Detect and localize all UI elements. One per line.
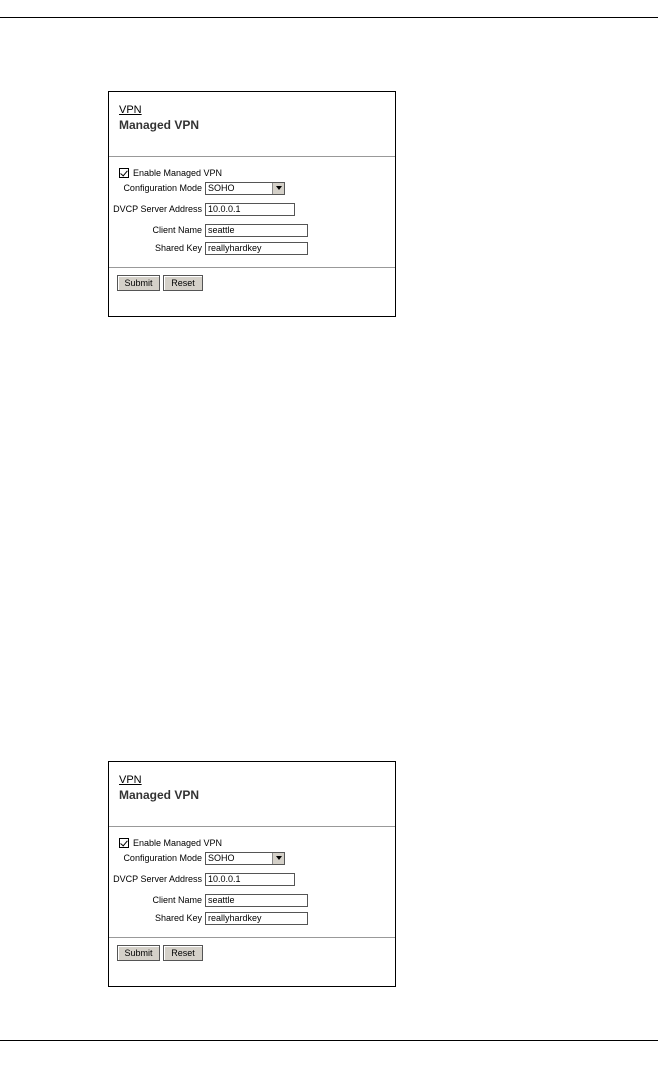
submit-button[interactable]: Submit	[117, 945, 160, 961]
enable-managed-vpn-checkbox[interactable]	[119, 168, 129, 178]
chevron-down-icon[interactable]	[272, 853, 284, 864]
enable-managed-vpn-checkbox[interactable]	[119, 838, 129, 848]
enable-managed-vpn-row	[119, 838, 222, 848]
server-address-row	[109, 202, 295, 216]
config-mode-row	[109, 851, 285, 865]
client-name-input[interactable]: seattle	[205, 224, 308, 237]
managed-vpn-panel-1	[108, 91, 396, 317]
reset-button[interactable]: Reset	[163, 275, 203, 291]
breadcrumb-vpn-link[interactable]: VPN	[119, 104, 142, 116]
server-address-row	[109, 872, 295, 886]
divider	[109, 937, 395, 938]
shared-key-row	[109, 911, 308, 925]
config-mode-select[interactable]	[205, 182, 285, 195]
enable-managed-vpn-row	[119, 168, 222, 178]
enable-managed-vpn-label: Enable Managed VPN	[133, 168, 223, 178]
shared-key-input[interactable]: reallyhardkey	[205, 242, 308, 255]
config-mode-row	[109, 181, 285, 195]
page-title: Managed VPN	[119, 788, 200, 802]
enable-managed-vpn-label: Enable Managed VPN	[133, 838, 223, 848]
config-mode-label: Configuration Mode	[123, 183, 202, 193]
managed-vpn-panel-2	[108, 761, 396, 987]
client-name-row	[109, 893, 308, 907]
config-mode-value: SOHO	[208, 183, 235, 193]
client-name-label: Client Name	[152, 895, 202, 905]
server-address-label: DVCP Server Address	[113, 874, 202, 884]
client-name-input[interactable]: seattle	[205, 894, 308, 907]
shared-key-label: Shared Key	[154, 243, 202, 253]
page-title: Managed VPN	[119, 118, 200, 132]
shared-key-row	[109, 241, 308, 255]
page-bottom-rule	[0, 1040, 658, 1041]
breadcrumb-vpn-link[interactable]: VPN	[119, 774, 142, 786]
reset-button[interactable]: Reset	[163, 945, 203, 961]
shared-key-input[interactable]: reallyhardkey	[205, 912, 308, 925]
divider	[109, 267, 395, 268]
config-mode-label: Configuration Mode	[123, 853, 202, 863]
page-top-rule	[0, 17, 658, 18]
shared-key-label: Shared Key	[154, 913, 202, 923]
config-mode-value: SOHO	[208, 853, 235, 863]
server-address-label: DVCP Server Address	[113, 204, 202, 214]
client-name-row	[109, 223, 308, 237]
chevron-down-icon[interactable]	[272, 183, 284, 194]
server-address-input[interactable]: 10.0.0.1	[205, 873, 295, 886]
divider	[109, 156, 395, 157]
client-name-label: Client Name	[152, 225, 202, 235]
server-address-input[interactable]: 10.0.0.1	[205, 203, 295, 216]
config-mode-select[interactable]	[205, 852, 285, 865]
divider	[109, 826, 395, 827]
submit-button[interactable]: Submit	[117, 275, 160, 291]
